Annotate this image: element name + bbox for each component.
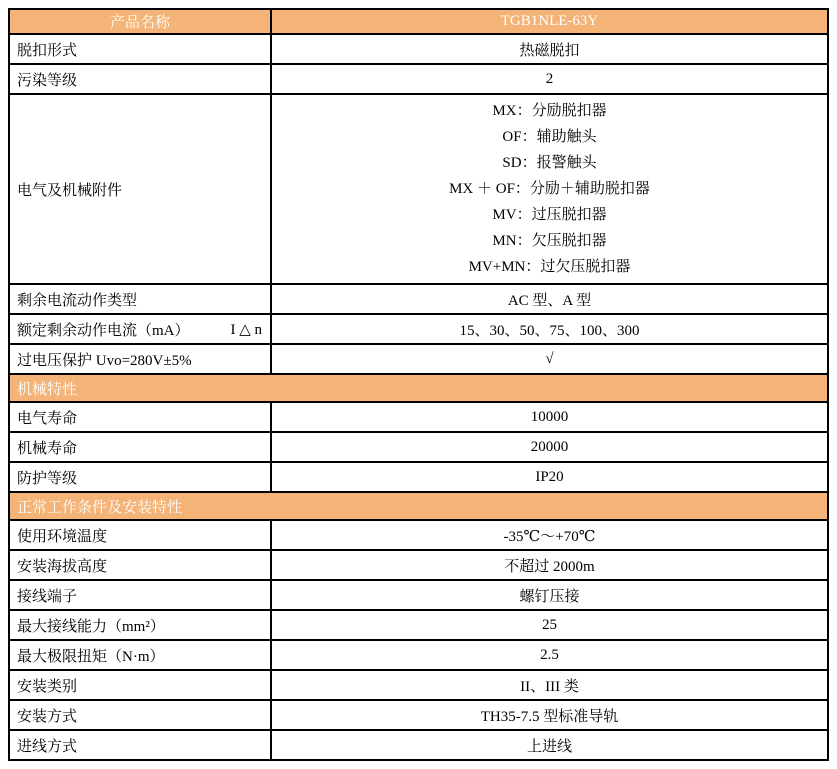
table-row-ambient-temperature (9, 520, 828, 550)
row-label: 使用环境温度 (9, 520, 271, 550)
row-value: 上进线 (271, 730, 828, 760)
table-row-terminal (9, 580, 828, 610)
row-value: 不超过 2000m (271, 550, 828, 580)
table-row-mechanical-life (9, 432, 828, 462)
table-row-max-torque (9, 640, 828, 670)
row-value: -35℃～+70℃ (271, 520, 828, 550)
table-row-max-wiring-capacity (9, 610, 828, 640)
row-label: 接线端子 (9, 580, 271, 610)
split-label (17, 319, 270, 340)
table-row-overvoltage-protection (9, 344, 828, 374)
row-label: 最大接线能力（mm²） (9, 610, 271, 640)
table-row-residual-current-type (9, 284, 828, 314)
table-row-electrical-life (9, 402, 828, 432)
row-label: 污染等级 (9, 64, 271, 94)
row-value: AC 型、A 型 (271, 284, 828, 314)
row-label: 防护等级 (9, 462, 271, 492)
row-label: 过电压保护 Uvo=280V±5% (9, 344, 271, 374)
section-header-working-conditions (9, 492, 828, 520)
row-label: 安装类别 (9, 670, 271, 700)
product-name-header: 产品名称 (9, 9, 271, 34)
table-row-incoming-line (9, 730, 828, 760)
row-value: 热磁脱扣 (271, 34, 828, 64)
row-value: II、III 类 (271, 670, 828, 700)
section-header-mechanical (9, 374, 828, 402)
row-label: 安装海拔高度 (9, 550, 271, 580)
row-value: 2 (271, 64, 828, 94)
table-row-rated-residual-current (9, 314, 828, 344)
row-label: 脱扣形式 (9, 34, 271, 64)
table-row-accessories (9, 94, 828, 284)
accessory-line: MN：欠压脱扣器 (492, 233, 607, 249)
table-header-row (9, 9, 828, 34)
row-label (9, 314, 271, 344)
row-label-text: 额定剩余动作电流（mA） (17, 322, 190, 339)
table-row-pollution-degree (9, 64, 828, 94)
accessory-line: OF：辅助触头 (502, 129, 597, 145)
row-label: 电气及机械附件 (9, 94, 271, 284)
row-label-symbol: I △ n (230, 321, 262, 338)
row-value: TH35-7.5 型标准导轨 (271, 700, 828, 730)
accessory-line: MX ＋ OF：分励＋辅助脱扣器 (449, 181, 650, 197)
row-value: 螺钉压接 (271, 580, 828, 610)
row-value: 2.5 (271, 640, 828, 670)
section-title: 机械特性 (9, 374, 828, 402)
table-row-altitude (9, 550, 828, 580)
accessory-line: MV+MN：过欠压脱扣器 (468, 259, 631, 275)
accessory-line: MV：过压脱扣器 (492, 207, 607, 223)
section-title: 正常工作条件及安装特性 (9, 492, 828, 520)
row-value: 20000 (271, 432, 828, 462)
accessories-list (271, 94, 828, 284)
row-label: 安装方式 (9, 700, 271, 730)
table-row-trip-type (9, 34, 828, 64)
accessory-line: MX：分励脱扣器 (492, 103, 607, 119)
row-value-checkmark: √ (271, 344, 828, 374)
product-spec-table (8, 8, 829, 761)
row-value: 15、30、50、75、100、300 (271, 314, 828, 344)
row-label: 剩余电流动作类型 (9, 284, 271, 314)
row-label: 进线方式 (9, 730, 271, 760)
table-row-installation-category (9, 670, 828, 700)
row-label: 机械寿命 (9, 432, 271, 462)
row-label: 最大极限扭矩（N·m） (9, 640, 271, 670)
row-value: 25 (271, 610, 828, 640)
table-row-mounting-method (9, 700, 828, 730)
row-value: 10000 (271, 402, 828, 432)
row-value: IP20 (271, 462, 828, 492)
product-model-value: TGB1NLE-63Y (271, 9, 828, 34)
table-row-protection-degree (9, 462, 828, 492)
row-label: 电气寿命 (9, 402, 271, 432)
accessory-line: SD：报警触头 (502, 155, 597, 171)
